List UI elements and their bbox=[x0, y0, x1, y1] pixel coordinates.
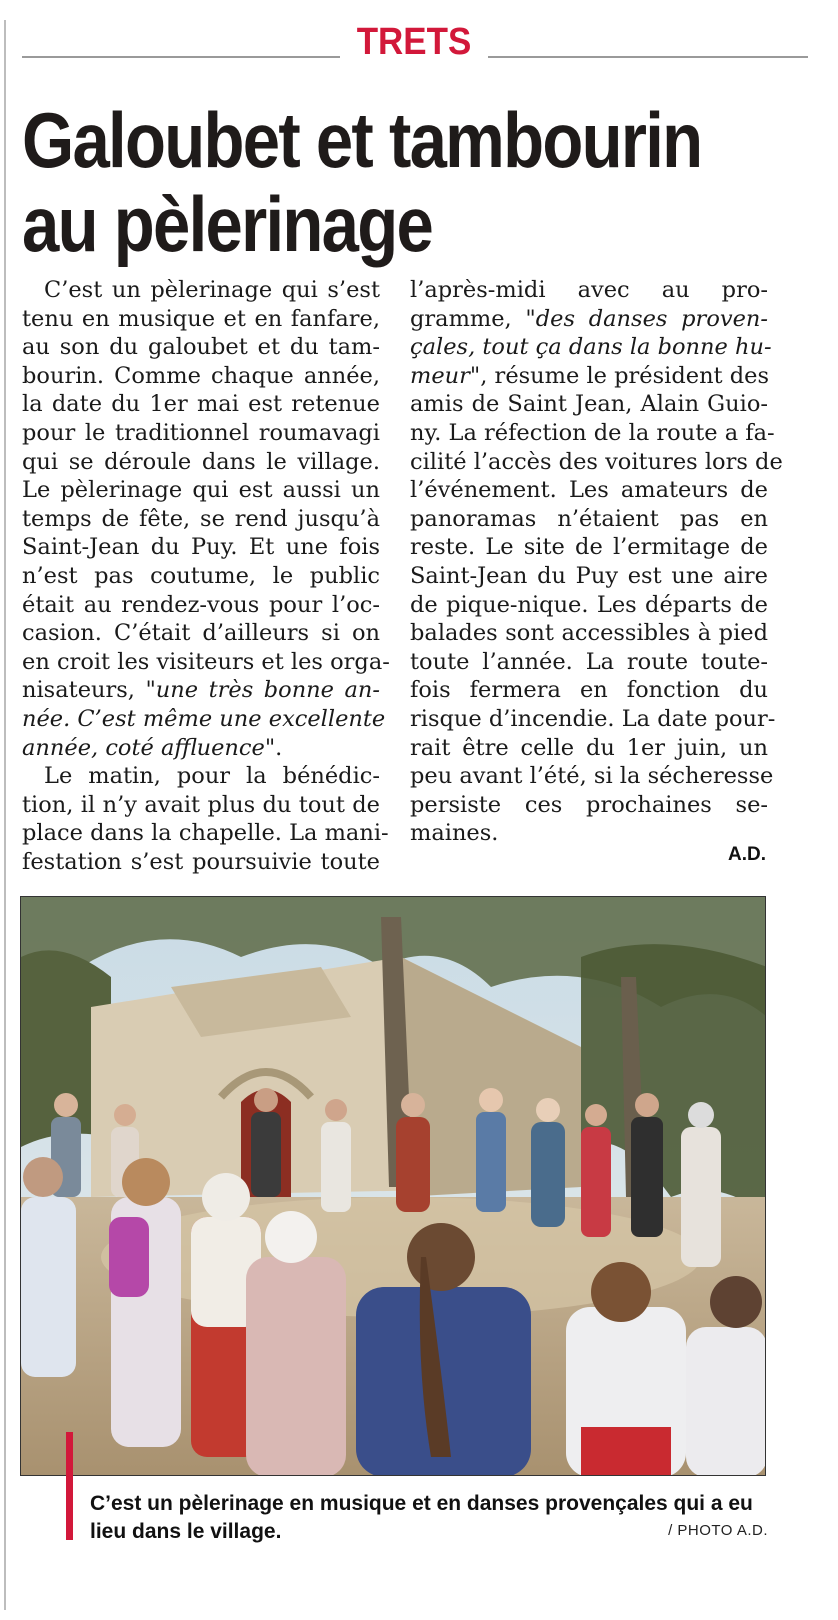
text-line bbox=[22, 848, 380, 877]
body-text: au son du galoubet et du tam- bbox=[22, 334, 380, 361]
text-line bbox=[410, 619, 768, 648]
body-text: en croit les visiteurs et les orga- bbox=[22, 648, 390, 675]
body-text: rait être celle du 1er juin, un bbox=[410, 734, 768, 761]
quote-text: meur bbox=[410, 362, 470, 389]
body-text: toute l’année. La route toute- bbox=[410, 648, 768, 675]
body-text: qui se déroule dans le village. bbox=[22, 448, 380, 475]
body-text: amis de Saint Jean, Alain Guio- bbox=[410, 391, 768, 418]
text-line bbox=[410, 333, 772, 362]
quote-text: née. C’est même une excellente bbox=[22, 705, 386, 732]
photo-caption: C’est un pèlerinage en musique et en danses provençales qui a eu lieu dans le village. bbox=[90, 1492, 753, 1543]
body-text: ". bbox=[264, 734, 283, 761]
text-line bbox=[410, 276, 768, 305]
text-line bbox=[410, 705, 776, 734]
body-text: risque d’incendie. La date pour- bbox=[410, 705, 776, 732]
body-text: Le pèlerinage qui est aussi un bbox=[22, 477, 380, 504]
text-line bbox=[410, 676, 768, 705]
text-line bbox=[410, 390, 768, 419]
text-line bbox=[410, 734, 768, 763]
text-line bbox=[410, 476, 768, 505]
text-line bbox=[410, 648, 768, 677]
text-line bbox=[410, 419, 775, 448]
body-text: C’est un pèlerinage qui s’est bbox=[44, 277, 380, 303]
text-line bbox=[22, 533, 380, 562]
text-line bbox=[410, 533, 768, 562]
section-header bbox=[22, 18, 808, 62]
body-text: l’après-midi avec au pro- bbox=[410, 277, 768, 303]
text-line bbox=[22, 505, 380, 534]
text-line bbox=[22, 333, 380, 362]
photo-illustration bbox=[21, 897, 766, 1476]
text-line bbox=[410, 762, 774, 791]
body-text: panoramas n’étaient pas en bbox=[410, 505, 768, 532]
photo-credit: / PHOTO A.D. bbox=[668, 1522, 768, 1539]
text-line bbox=[22, 362, 380, 391]
body-text: casion. C’était d’ailleurs si on bbox=[22, 620, 380, 647]
text-line bbox=[22, 619, 380, 648]
section-rule-left bbox=[22, 56, 340, 58]
text-line bbox=[410, 305, 768, 334]
text-line bbox=[22, 476, 380, 505]
text-line bbox=[22, 734, 380, 763]
body-text: Le matin, pour la bénédic- bbox=[44, 763, 380, 790]
text-line bbox=[22, 419, 380, 448]
body-text: Saint-Jean du Puy est une aire bbox=[410, 562, 768, 589]
article-headline bbox=[22, 98, 701, 266]
body-text: de pique-nique. Les départs de bbox=[410, 591, 768, 618]
text-line bbox=[410, 591, 768, 620]
section-kicker: TRETS bbox=[356, 21, 472, 63]
byline: A.D. bbox=[728, 844, 766, 865]
body-text: peu avant l’été, si la sécheresse bbox=[410, 763, 774, 790]
text-line bbox=[410, 819, 768, 848]
body-text: la date du 1er mai est retenue bbox=[22, 391, 380, 418]
text-line bbox=[22, 390, 380, 419]
text-line bbox=[410, 791, 768, 820]
body-text: ", résume le président des bbox=[469, 362, 770, 389]
body-text: fois fermera en fonction du bbox=[410, 677, 768, 704]
body-text: était au rendez-vous pour l’oc- bbox=[22, 591, 380, 618]
text-line bbox=[22, 276, 380, 305]
body-text: nisateurs, " bbox=[22, 677, 156, 704]
quote-text: une très bonne an- bbox=[155, 677, 380, 704]
text-line bbox=[22, 591, 380, 620]
body-text: n’est pas coutume, le public bbox=[22, 562, 380, 589]
body-text: reste. Le site de l’ermitage de bbox=[410, 534, 768, 561]
text-line bbox=[22, 305, 380, 334]
text-line bbox=[22, 648, 390, 677]
article-column-2 bbox=[410, 276, 783, 848]
body-text: place dans la chapelle. La mani- bbox=[22, 820, 389, 847]
body-text: Saint-Jean du Puy. Et une fois bbox=[22, 534, 380, 561]
body-text: tion, il n’y avait plus du tout de bbox=[22, 791, 380, 818]
body-text: balades sont accessibles à pied bbox=[410, 620, 768, 647]
quote-text: des danses proven- bbox=[535, 305, 768, 332]
text-line bbox=[410, 505, 768, 534]
text-line bbox=[410, 562, 768, 591]
section-rule-right bbox=[488, 56, 808, 58]
text-line bbox=[410, 448, 783, 477]
body-text: temps de fête, se rend jusqu’à bbox=[22, 505, 380, 532]
text-line bbox=[22, 676, 380, 705]
article-column-1 bbox=[22, 276, 390, 876]
left-column-rule bbox=[4, 20, 6, 1610]
body-text: festation s’est poursuivie toute bbox=[22, 848, 380, 875]
body-text: persiste ces prochaines se- bbox=[410, 791, 768, 818]
body-text: bourin. Comme chaque année, bbox=[22, 362, 380, 389]
text-line bbox=[22, 448, 380, 477]
body-text: l’événement. Les amateurs de bbox=[410, 477, 768, 504]
text-line bbox=[22, 819, 389, 848]
article-photo bbox=[20, 896, 766, 1476]
headline-line-1: Galoubet et tambourin bbox=[22, 96, 702, 184]
text-line bbox=[22, 705, 386, 734]
text-line bbox=[22, 762, 380, 791]
body-text: ny. La réfection de la route a fa- bbox=[410, 419, 775, 446]
quote-text: année, coté affluence bbox=[22, 734, 265, 761]
body-text: maines. bbox=[410, 820, 499, 847]
headline-line-2: au pèlerinage bbox=[22, 180, 433, 268]
text-line bbox=[22, 791, 380, 820]
body-text: cilité l’accès des voitures lors de bbox=[410, 448, 783, 475]
body-text: tenu en musique et en fanfare, bbox=[22, 305, 380, 332]
body-text: gramme, " bbox=[410, 305, 536, 332]
quote-text: çales, tout ça dans la bonne hu- bbox=[410, 334, 772, 361]
caption-accent-bar bbox=[66, 1432, 73, 1540]
text-line bbox=[410, 362, 768, 391]
body-text: pour le traditionnel roumavagi bbox=[22, 419, 380, 446]
text-line bbox=[22, 562, 380, 591]
